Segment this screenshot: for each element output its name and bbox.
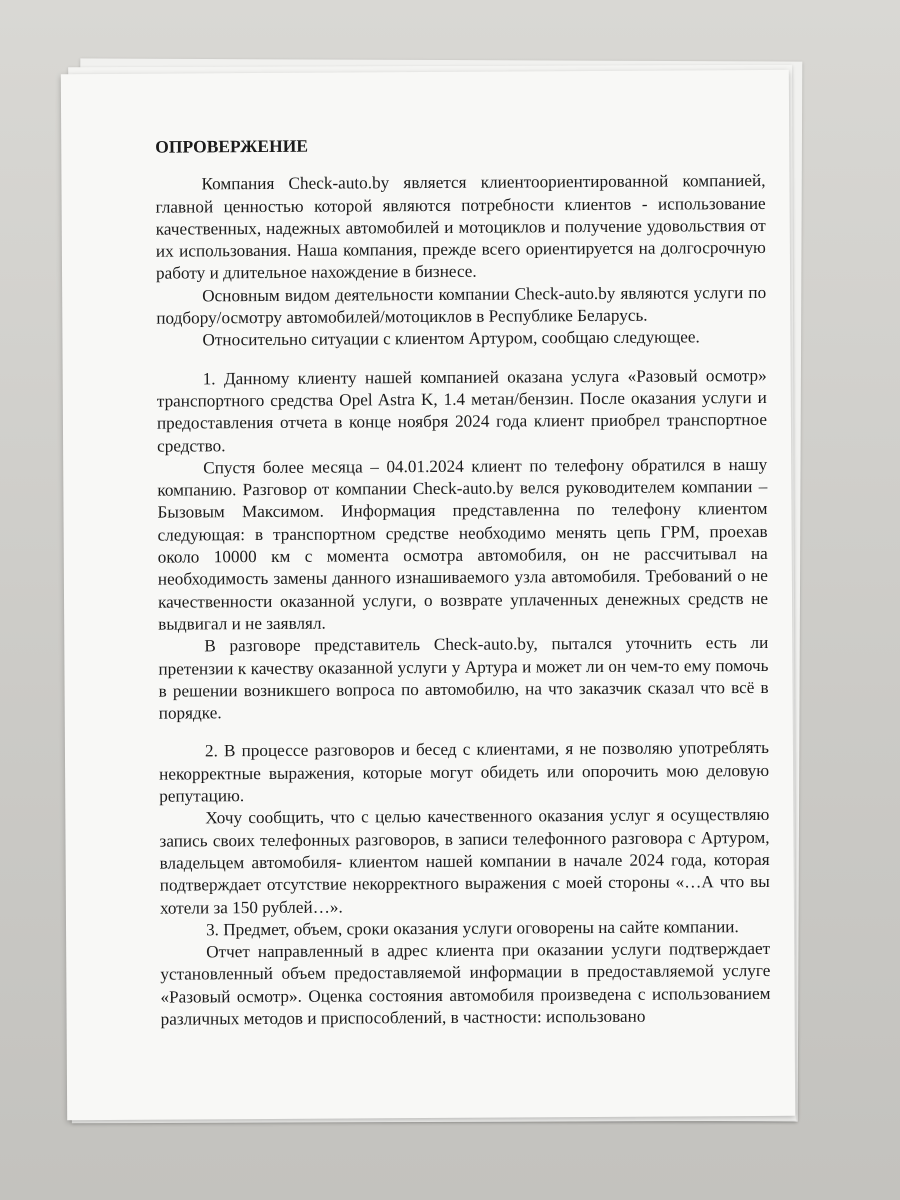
- paragraph-main-activity: Основным видом деятельности компании Check-auto.by являются услуги по подбору/осмотру автомобилей/мотоциклов в Республике Беларусь.: [156, 282, 767, 328]
- paragraph-point-3: 3. Предмет, объем, сроки оказания услуги оговорены на сайте компании.: [205, 916, 739, 940]
- paragraph-point-1: 1. Данному клиенту нашей компанией оказана услуга «Разовый осмотр» транспортного средства Opel Astra K, 1.4 метан/бензин. После оказания услуги и предоставления отчета в конце ноября 2024 года клиент приобрел транспортное средство.: [156, 365, 767, 456]
- paragraph-phone-call: Спустя более месяца – 04.01.2024 клиент по телефону обратился в нашу компанию. Разговор от компании Check-auto.by велся руководителем компании – Бызовым Максимом. Информация представленна по телефону клиентом следующая: в транспортном средстве необходимо менять цепь ГРМ, проехав около 10000 км с момента осмотра автомобиля, он не рассчитывал на необходимость замены данного изнашиваемого узла автомобиля. Требований о не качественности оказанной услуги, о возврате уплаченных денежных средств не выдвигал и не заявлял.: [157, 454, 769, 634]
- paragraph-call-recording: Хочу сообщить, что с целью качественного оказания услуг я осуществляю запись своих телефонных разговоров, в записи телефонного разговора с Артуром, владельцем автомобиля- клиентом нашей компании в начале 2024 года, которая подтверждает отсутствие некорректного выражения с моей стороны «…А что вы хотели за 150 рублей…».: [159, 805, 770, 918]
- paragraph-situation-intro: Относительно ситуации с клиентом Артуром, сообщаю следующее.: [202, 327, 700, 350]
- document-body: [155, 132, 770, 1031]
- paragraph-conversation: В разговоре представитель Check-auto.by, пытался уточнить есть ли претензии к качеству оказанной услуги у Артура и может ли он чем-то ему помочь в решении возникшего вопроса по автомобилю, на что заказчик сказал что всё в порядке.: [158, 633, 769, 723]
- paragraph-point-2: 2. В процессе разговоров и бесед с клиентами, я не позволяю употреблять некорректные выражения, которые могут обидеть или опорочить мою деловую репутацию.: [159, 738, 770, 806]
- paragraph-company-intro: Компания Check-auto.by является клиентоориентированной компанией, главной ценностью которой являются потребности клиентов - использование качественных, надежных автомобилей и мотоциклов и получение удовольствия от их использования. Наша компания, прежде всего ориентируется на долгосрочную работу и длительное нахождение в бизнесе.: [155, 171, 766, 284]
- paper-sheet: [61, 70, 795, 1120]
- document-title: ОПРОВЕРЖЕНИЕ: [155, 135, 309, 157]
- paragraph-report: Отчет направленный в адрес клиента при оказании услуги подтверждает установленный объем предоставляемой информации в предоставляемой услуге «Разовый осмотр». Оценка состояния автомобиля произведена с использованием различных методов и приспособлений, в частности: использовано: [160, 939, 771, 1029]
